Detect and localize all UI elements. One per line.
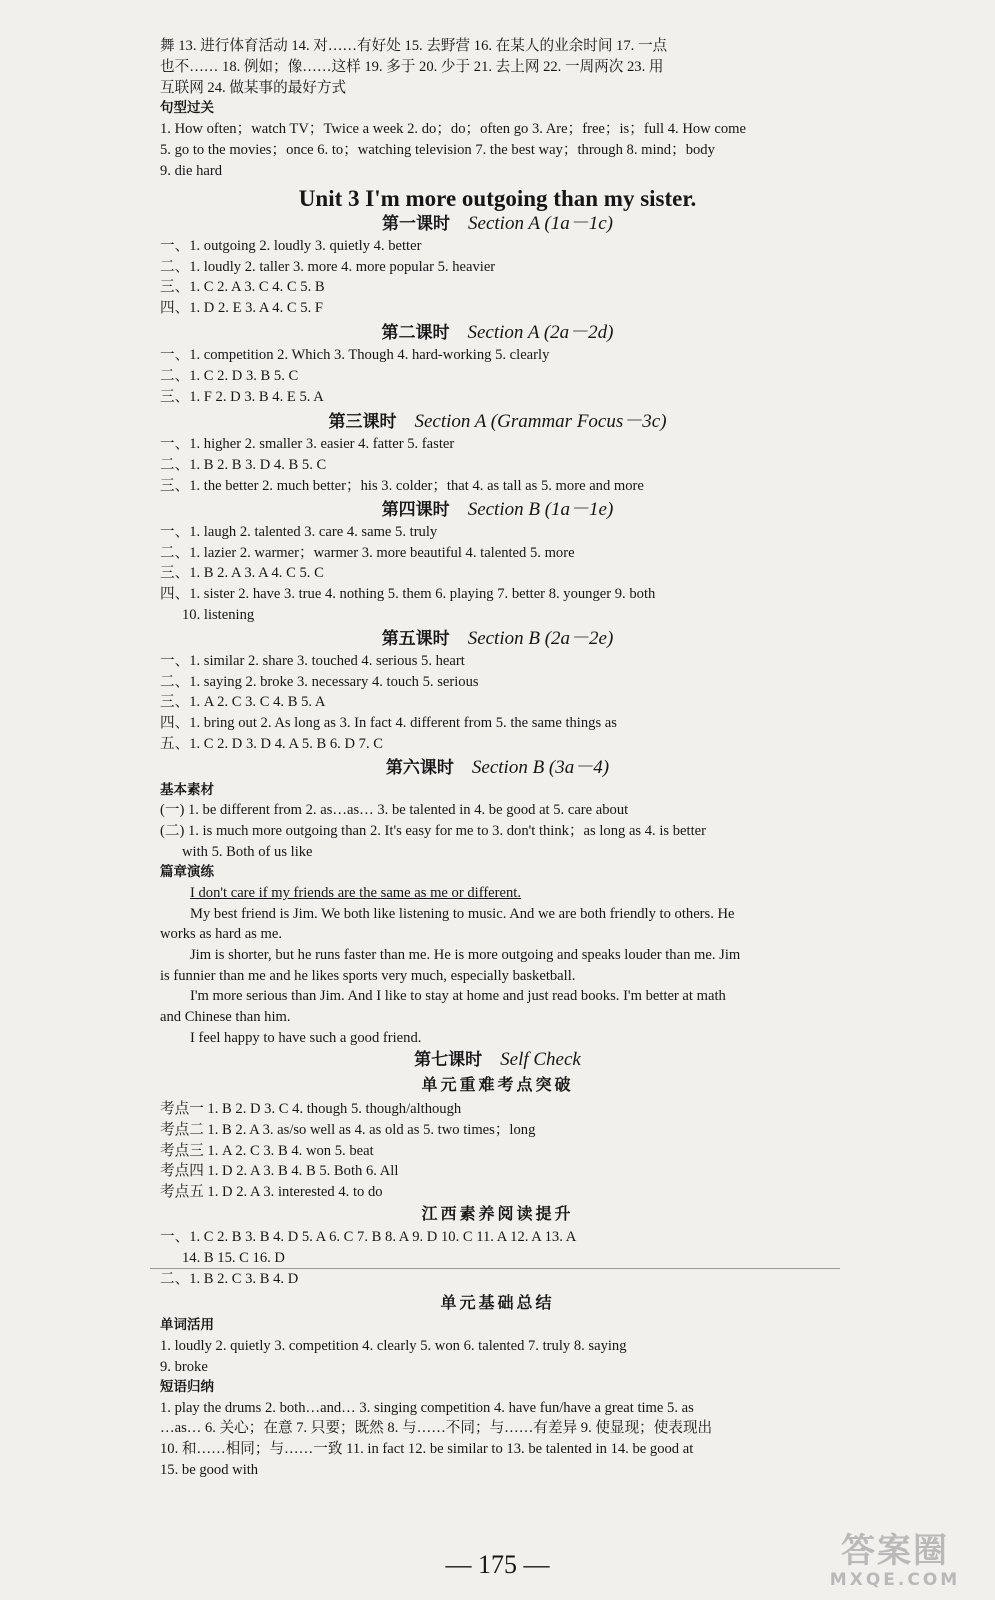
lesson-label: 第二课时	[381, 323, 450, 343]
answer-line: 一、1. competition 2. Which 3. Though 4. hard-working 5. clearly	[160, 347, 550, 363]
essay-title	[190, 883, 805, 903]
subsection-heading: 短语归纳	[160, 1379, 214, 1395]
answer-line: 10. listening	[182, 607, 255, 623]
answer-line: 三、1. the better 2. much better；his 3. colder；that 4. as tall as 5. more and more	[160, 478, 644, 494]
lesson-section: Section B (2a－2e)	[467, 628, 614, 649]
answer-line: 四、1. sister 2. have 3. true 4. nothing 5. them 6. playing 7. better 8. younger 9. both	[160, 586, 656, 602]
subsection-heading: 基本素材	[160, 782, 214, 798]
subsection-heading: 句型过关	[160, 100, 214, 116]
answer-line: 二、1. C 2. D 3. B 5. C	[160, 368, 299, 384]
answer-line: 15. be good with	[160, 1462, 259, 1478]
text-line: 9. die hard	[160, 163, 223, 179]
watermark-logo	[815, 1532, 975, 1594]
answer-line: 14. B 15. C 16. D	[182, 1250, 285, 1266]
watermark-text: 答案圈	[841, 1531, 949, 1571]
lesson-heading	[0, 497, 995, 523]
essay-line: My best friend is Jim. We both like listening to music. And we are both friendly to others. He	[190, 906, 735, 922]
section-heading: 单元重难考点突破	[421, 1075, 574, 1094]
section-heading: 江西素养阅读提升	[421, 1204, 574, 1223]
lesson-label: 第一课时	[382, 214, 451, 234]
answer-line: 二、1. B 2. C 3. B 4. D	[160, 1271, 299, 1287]
page-number: — 175 —	[445, 1550, 550, 1579]
lesson-heading	[0, 755, 995, 781]
answer-line: 考点一 1. B 2. D 3. C 4. though 5. though/although	[160, 1101, 462, 1117]
lesson-section: Section A (Grammar Focus－3c)	[414, 411, 667, 432]
answer-line: 二、1. lazier 2. warmer；warmer 3. more beautiful 4. talented 5. more	[160, 545, 575, 561]
text-line: 互联网 24. 做某事的最好方式	[160, 80, 347, 96]
essay-line: works as hard as me.	[160, 926, 282, 942]
lesson-label: 第三课时	[328, 412, 397, 432]
answer-line: 二、1. loudly 2. taller 3. more 4. more popular 5. heavier	[160, 259, 496, 275]
lesson-section: Section B (3a－4)	[471, 757, 610, 778]
lesson-section: Self Check	[500, 1049, 581, 1070]
text-line: 舞 13. 进行体育活动 14. 对……有好处 15. 去野营 16. 在某人的业余时间 17. 一点	[160, 38, 668, 54]
answer-line: 1. play the drums 2. both…and… 3. singing competition 4. have fun/have a great time 5. as	[160, 1400, 694, 1416]
unit-title: Unit 3 I'm more outgoing than my sister.	[298, 186, 697, 211]
answer-line: 一、1. higher 2. smaller 3. easier 4. fatter 5. faster	[160, 436, 455, 452]
lesson-heading	[0, 320, 995, 346]
subsection-heading: 篇章演练	[160, 864, 214, 880]
section-heading: 单元基础总结	[440, 1293, 555, 1312]
essay-line: and Chinese than him.	[160, 1009, 291, 1025]
answer-line: 三、1. F 2. D 3. B 4. E 5. A	[160, 389, 324, 405]
lesson-heading	[0, 1047, 995, 1073]
answer-line: 五、1. C 2. D 3. D 4. A 5. B 6. D 7. C	[160, 736, 383, 752]
lesson-heading	[0, 409, 995, 435]
lesson-label: 第六课时	[385, 758, 454, 778]
text-line: 也不…… 18. 例如；像……这样 19. 多于 20. 少于 21. 去上网 22. 一周两次 23. 用	[160, 59, 664, 75]
answer-line: 四、1. bring out 2. As long as 3. In fact 4. different from 5. the same things as	[160, 715, 617, 731]
lesson-section: Section A (1a－1c)	[468, 213, 613, 234]
lesson-heading	[0, 626, 995, 652]
essay-title-text: I don't care if my friends are the same as me or different.	[190, 885, 521, 901]
answer-line: …as… 6. 关心；在意 7. 只要；既然 8. 与……不同；与……有差异 9. 使显现；使表现出	[160, 1420, 713, 1436]
answer-line: 考点四 1. D 2. A 3. B 4. B 5. Both 6. All	[160, 1163, 399, 1179]
answer-line: 三、1. C 2. A 3. C 4. C 5. B	[160, 279, 325, 295]
lesson-label: 第四课时	[381, 500, 450, 520]
answer-line: 一、1. C 2. B 3. B 4. D 5. A 6. C 7. B 8. A 9. D 10. C 11. A 12. A 13. A	[160, 1229, 577, 1245]
answer-line: 二、1. B 2. B 3. D 4. B 5. C	[160, 457, 327, 473]
answer-line: 一、1. laugh 2. talented 3. care 4. same 5. truly	[160, 524, 438, 540]
essay-line: I'm more serious than Jim. And I like to stay at home and just read books. I'm better at math	[190, 988, 726, 1004]
answer-line: 一、1. outgoing 2. loudly 3. quietly 4. better	[160, 238, 422, 254]
answer-line: 二、1. saying 2. broke 3. necessary 4. touch 5. serious	[160, 674, 479, 690]
lesson-section: Section B (1a－1e)	[467, 499, 614, 520]
answer-line: 9. broke	[160, 1359, 208, 1375]
essay-line: I feel happy to have such a good friend.	[190, 1030, 422, 1046]
lesson-label: 第五课时	[381, 629, 450, 649]
answer-line: 考点二 1. B 2. A 3. as/so well as 4. as old as 5. two times；long	[160, 1122, 536, 1138]
answer-line: 考点五 1. D 2. A 3. interested 4. to do	[160, 1184, 383, 1200]
answer-line: 考点三 1. A 2. C 3. B 4. won 5. beat	[160, 1143, 374, 1159]
answer-line: 一、1. similar 2. share 3. touched 4. serious 5. heart	[160, 653, 465, 669]
subsection-heading: 单词活用	[160, 1317, 214, 1333]
answer-line: 三、1. A 2. C 3. C 4. B 5. A	[160, 694, 326, 710]
answer-line: 三、1. B 2. A 3. A 4. C 5. C	[160, 565, 324, 581]
text-line: 5. go to the movies；once 6. to；watching television 7. the best way；through 8. mind；body	[160, 142, 715, 158]
lesson-heading	[0, 211, 995, 237]
essay-line: is funnier than me and he likes sports very much, especially basketball.	[160, 968, 576, 984]
answer-line: 1. loudly 2. quietly 3. competition 4. clearly 5. won 6. talented 7. truly 8. saying	[160, 1338, 627, 1354]
answer-line: (一) 1. be different from 2. as…as… 3. be talented in 4. be good at 5. care about	[160, 802, 629, 818]
answer-line: (二) 1. is much more outgoing than 2. It's easy for me to 3. don't think；as long as 4. is better	[160, 823, 706, 839]
watermark-url: MXQE.COM	[829, 1570, 961, 1590]
lesson-section: Section A (2a－2d)	[467, 322, 614, 343]
essay-line: Jim is shorter, but he runs faster than me. He is more outgoing and speaks louder than me. Jim	[190, 947, 741, 963]
answer-line: with 5. Both of us like	[182, 844, 313, 860]
lesson-label: 第七课时	[414, 1050, 483, 1070]
text-line: 1. How often；watch TV；Twice a week 2. do；do；often go 3. Are；free；is；full 4. How come	[160, 121, 746, 137]
answer-line: 10. 和……相同；与……一致 11. in fact 12. be similar to 13. be talented in 14. be good at	[160, 1441, 694, 1457]
answer-line: 四、1. D 2. E 3. A 4. C 5. F	[160, 300, 323, 316]
